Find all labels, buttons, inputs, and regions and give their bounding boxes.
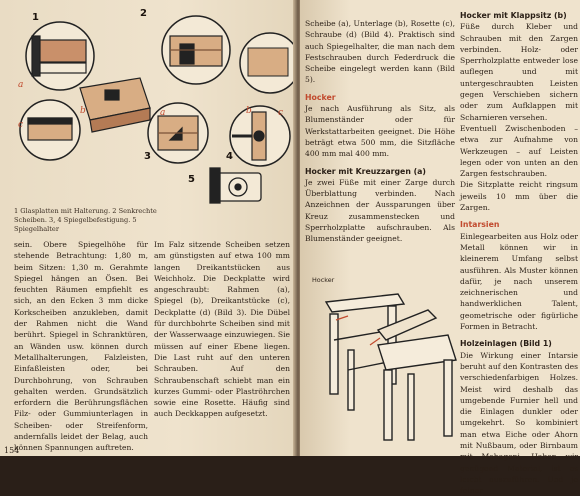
kreuzzargen-text: Je zwei Füße mit einer Zarge durch Überblattung verbinden. Nach Anzeichnen der Aussparungen über Kreuz zusammenstecken und Sperrholzplatte aufschrauben. Als Blumenständer geeignet. [305,177,455,244]
klappsitz-text: Füße durch Kleber und Schrauben mit den Zargen verbinden. Holz- oder Sperrholzplatte entweder lose auflegen und mit untergeschraubten Leisten gegen Verschieben sichern oder zum Aufklappen mit Scharnieren versehen. [460,22,578,122]
kreuzzargen-heading: Hocker mit Kreuzzargen (a) [305,166,426,176]
page-number: 154 [4,446,20,455]
stool-figures [308,290,458,450]
left-column-1-text: sein. Obere Spiegelhöhe für stehende Betrachtung: 1,80 m, beim Sitzen: 1,30 m. Gerahmte Spiegel hängen an Ösen. Bei feuchten Räumen empfiehlt es sich, an den Ecken 3 mm dicke Korkscheiben anzukleben, damit der Rahmen nicht die Wand berührt. Spiegel in Schranktüren, an Wänden usw. können durch Metallhalterungen, Falzleisten, Einfaßleisten oder, bei Durchbohrung, von Schrauben gehalten werden. Grundsätzlich erfordern die Berührungsflächen Filz- oder Gummiunterlagen in Scheiben- oder Streifenform, andernfalls leidet der Belag, auch können Spannungen auftreten. [14,240,148,453]
figure-letter-c: c [18,120,24,130]
klappsitz-text-3: Die Sitzplatte reicht ringsum jeweils 10 mm über die Zargen. [460,180,578,213]
right-column-1-intro: Scheibe (a), Unterlage (b), Rosette (c), Schraube (d) (Bild 4). Praktisch sind auch Spiegelhalter, die man nach dem Festschrauben durch Federdruck die Scheibe eingelegt werden kann (Bild 5). [305,19,455,85]
figure-letter-b: b [80,106,86,116]
klappsitz-heading: Hocker mit Klappsitz (b) [460,11,567,20]
stool-illustration [308,290,458,450]
figure-letter-a: a [18,80,24,90]
figure-letter-a-2: a [160,108,166,118]
figure-number-4: 4 [226,151,233,162]
figure-number-5: 5 [188,174,195,185]
figure-number-2: 2 [140,8,147,19]
hocker-heading: Hocker [305,92,336,102]
left-page [0,0,296,456]
hocker-text: Je nach Ausführung als Sitz, als Blumenständer oder für Werkstattarbeiten geeignet. Die Höhe beträgt etwa 500 mm, die Sitzfläche 400 mm mal 400 mm. [305,104,455,159]
figure-letter-c-2: c [278,108,284,118]
figure-caption: 1 Glasplatten mit Halterung. 2 Senkrechte Scheiben. 3, 4 Spiegelbefestigung. 5 Spiegelhalter [14,207,157,233]
figure-letter-b-2: b [246,106,252,116]
right-page [300,0,580,496]
figure-number-3: 3 [144,151,151,162]
klappsitz-text-2: Eventuell Zwischenboden – etwa zur Aufnahme von Werkzeugen – auf Leisten legen oder von unten an den Zargen festschrauben. [460,123,578,179]
intarsien-text: Einlegearbeiten aus Holz oder Metall können wir in kleinerem Umfang selbst ausführen. Als Muster können dafür, je nach unserem zeichnerischen und handwerklichen Talent, geometrische oder figürliche Formen in Betracht. [460,231,578,332]
right-column-2 [460,10,578,496]
right-column-1 [305,18,455,245]
mirror-mounting-figures [10,8,290,203]
left-column-2-text: Im Falz sitzende Scheiben setzen am günstigsten auf etwa 100 mm langen Dreikantstücken aus Weichholz. Die Deckplatte wird angeschraubt: Rahmen (a), Spiegel (b), Dreikantstücke (c), Deckplatte (d) (Bild 3). Die Dübel für durchbohrte Scheiben sind mit der Wasserwaage einzuwiegen. Sie müssen auf einer Ebene liegen. Die Last ruht auf den unteren Schrauben. Auf den Schraubenschaft schiebt man ein kurzes Gummi- oder Plaströhrchen sowie eine Rosette. Häufig sind auch Deckkappen aufgesetzt. [154,240,290,419]
left-column-1 [14,239,148,454]
holzeinlagen-heading: Holzeinlagen (Bild 1) [460,339,552,349]
left-column-2 [154,239,290,420]
intarsien-heading: Intarsien [460,220,500,230]
holzeinlagen-text: Die Wirkung einer Intarsie beruht auf den Kontrasten des verschiedenfarbigen Holzes. Meist wird deshalb das umgebende Furnier hell und die Einlagen dunkler oder umgekehrt. So kombiniert man etwa Eiche oder Ahorn mit Nußbaum, oder Birnbaum mit Mahagoni. Haben wir genügend Material, ist es leicht auszuführen. Und je feiner [460,350,578,496]
figure-label-hocker: Hocker [312,276,335,284]
figure-number-1: 1 [32,12,39,23]
